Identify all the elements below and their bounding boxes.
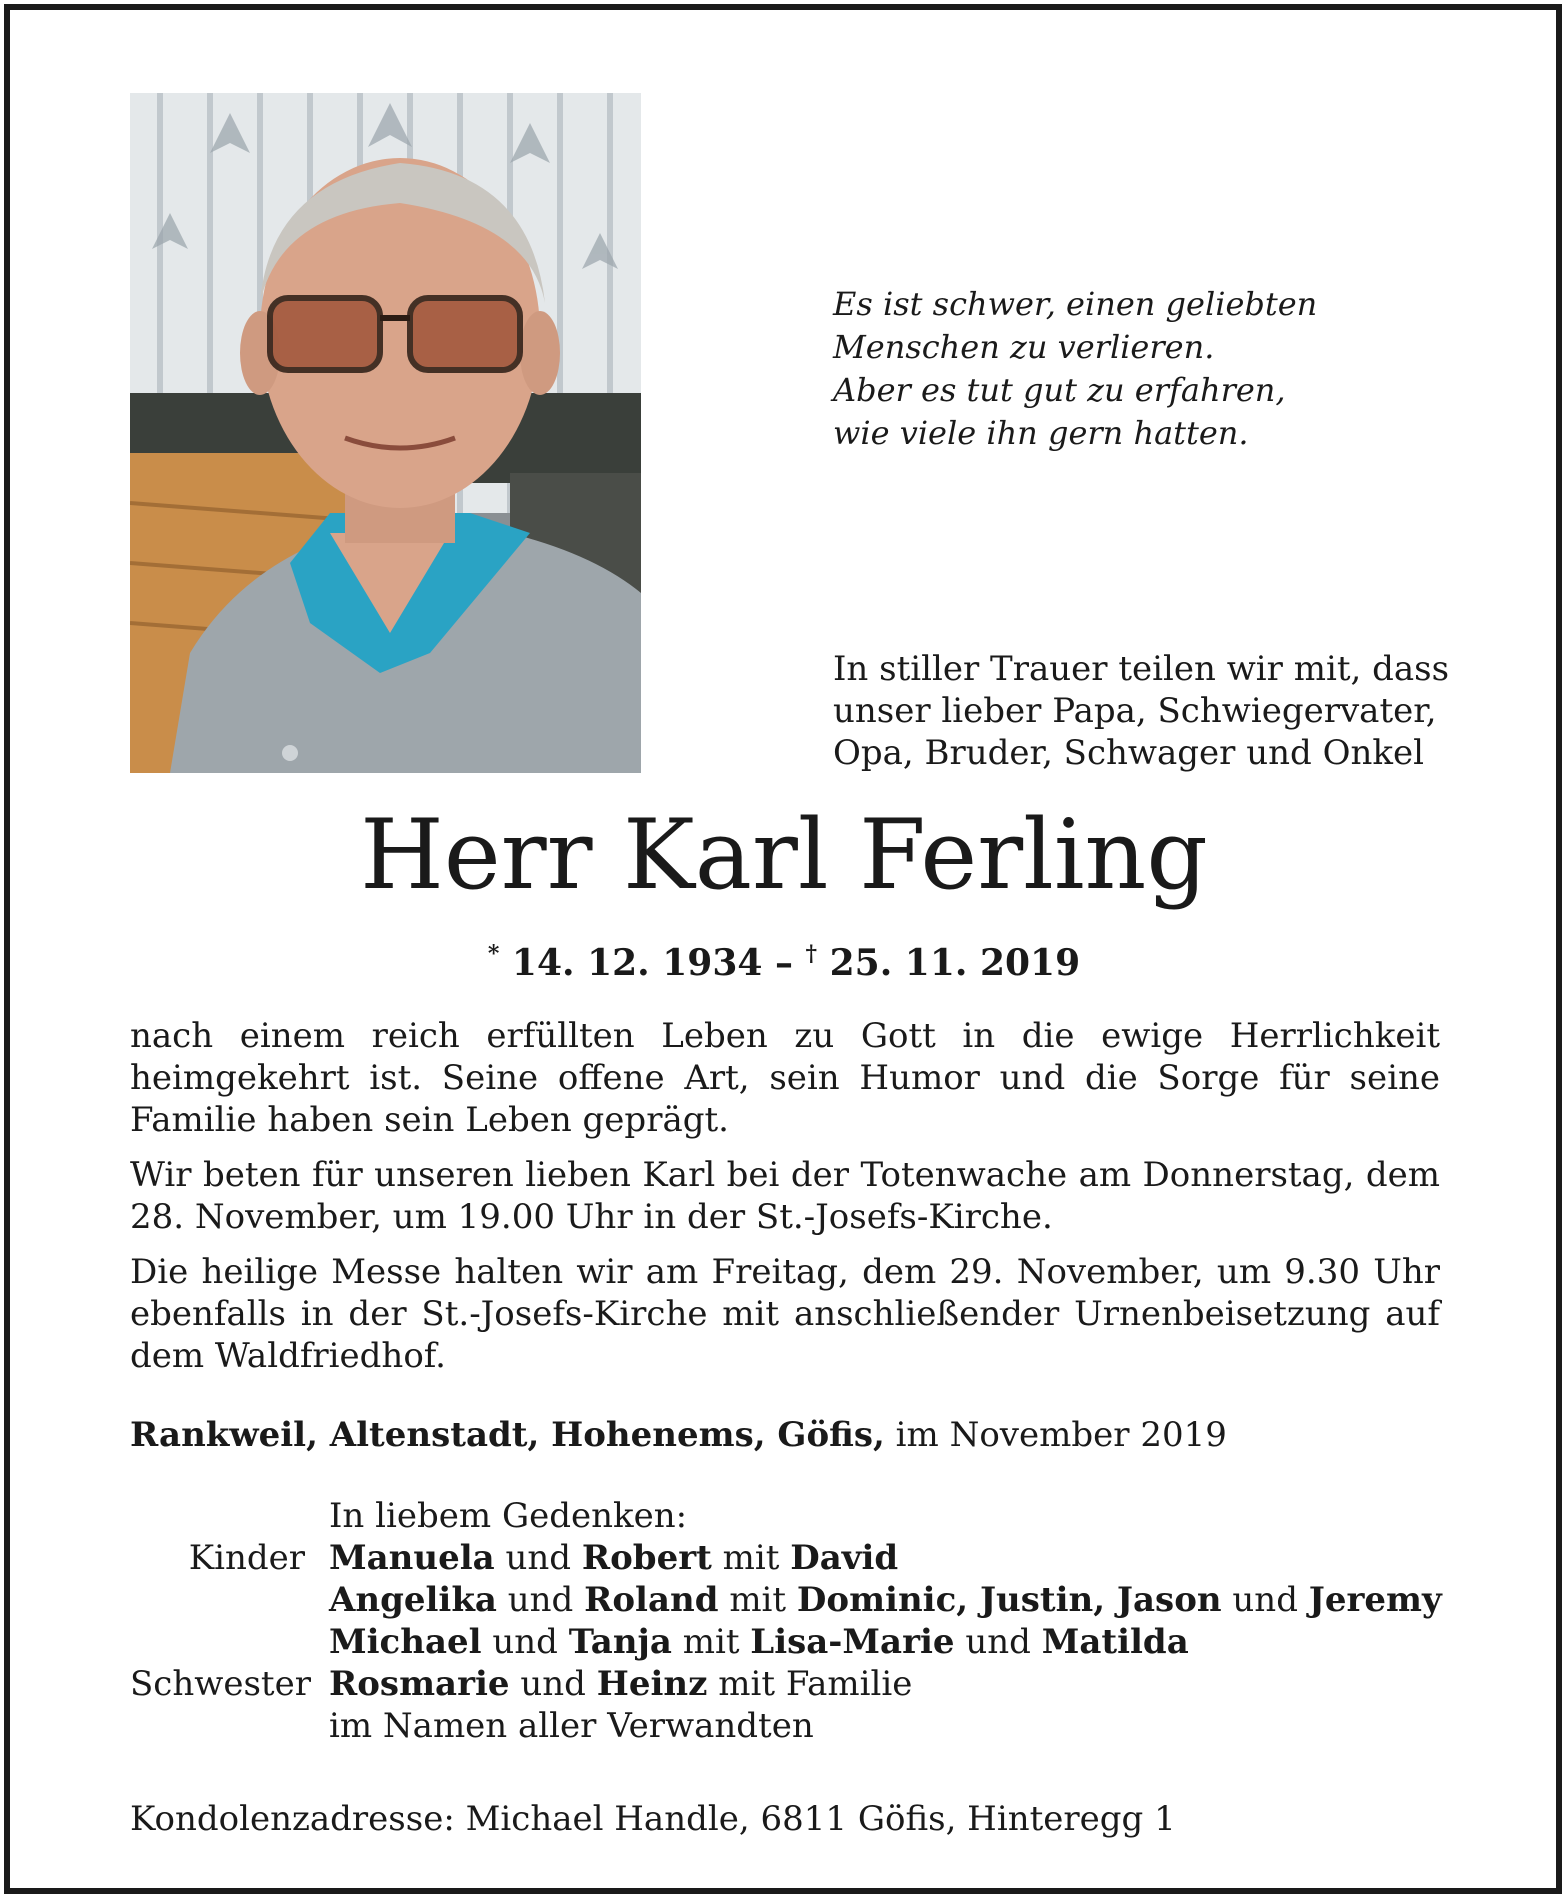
family-connector: mit	[682, 1622, 740, 1662]
family-member: Jeremy	[1308, 1580, 1442, 1620]
family-connector: und	[965, 1622, 1031, 1662]
family-member: Heinz	[596, 1664, 708, 1704]
body-paragraph: Die heilige Messe halten wir am Freitag, dem 29. November, um 9.30 Uhr ebenfalls in der St.-Josefs-Kirche mit anschließender Urnenbeisetzung auf dem Waldfriedhof.	[130, 1252, 1440, 1376]
family-heading-row	[130, 1495, 1450, 1537]
family-member: Tanja	[568, 1622, 672, 1662]
family-member: David	[790, 1538, 899, 1578]
portrait-photo-icon	[130, 93, 641, 773]
family-connector: und	[1232, 1580, 1298, 1620]
family-heading: In liebem Gedenken:	[329, 1496, 688, 1536]
birth-date: 14. 12. 1934	[511, 942, 763, 984]
family-member: Roland	[584, 1580, 719, 1620]
family-list	[130, 1495, 1450, 1747]
quote-line: wie viele ihn gern hatten.	[833, 414, 1249, 452]
family-label-schwester: Schwester	[130, 1664, 311, 1704]
quote-line: Menschen zu verlieren.	[833, 328, 1215, 366]
family-member: Angelika	[329, 1580, 497, 1620]
condolence-address: Kondolenzadresse: Michael Handle, 6811 Göfis, Hinteregg 1	[130, 1799, 1176, 1839]
family-member: Robert	[581, 1538, 712, 1578]
quote	[833, 283, 1453, 455]
family-connector: mit	[729, 1580, 787, 1620]
quote-line: Es ist schwer, einen geliebten	[833, 285, 1318, 323]
intro-line: In stiller Trauer teilen wir mit, dass	[833, 649, 1450, 689]
body-paragraph: nach einem reich erfüllten Leben zu Gott in die ewige Herrlichkeit heimgekehrt ist. Seine offene Art, sein Humor und die Sorge für seine Familie haben sein Leben geprägt.	[130, 1016, 1440, 1140]
family-connector: und	[520, 1664, 586, 1704]
family-member: Michael	[329, 1622, 482, 1662]
life-dates	[0, 932, 1568, 985]
family-row	[130, 1621, 1450, 1663]
family-member: Manuela	[329, 1538, 495, 1578]
birth-mark: *	[487, 941, 500, 967]
intro-line: Opa, Bruder, Schwager und Onkel	[833, 733, 1424, 773]
family-row	[130, 1579, 1450, 1621]
death-date: 25. 11. 2019	[829, 942, 1081, 984]
family-connector: mit Familie	[718, 1664, 913, 1704]
family-connector: und	[492, 1622, 558, 1662]
intro-text	[833, 648, 1453, 774]
portrait-photo	[130, 93, 641, 773]
place-date-line	[130, 1414, 1440, 1456]
date-separator: –	[775, 942, 793, 984]
family-row	[130, 1537, 1450, 1579]
family-closing: im Namen aller Verwandten	[329, 1706, 814, 1746]
family-member: Lisa-Marie	[750, 1622, 955, 1662]
family-row	[130, 1663, 1450, 1705]
family-member: Dominic, Justin, Jason	[796, 1580, 1222, 1620]
family-label-kinder: Kinder	[188, 1538, 305, 1578]
intro-line: unser lieber Papa, Schwiegervater,	[833, 691, 1437, 731]
family-connector: und	[505, 1538, 572, 1578]
quote-line: Aber es tut gut zu erfahren,	[833, 371, 1286, 409]
body-paragraph: Wir beten für unseren lieben Karl bei der Totenwache am Donnerstag, dem 28. November, um 19.00 Uhr in der St.-Josefs-Kirche.	[130, 1155, 1440, 1237]
announcement-body	[130, 1015, 1440, 1390]
family-closing-row	[130, 1705, 1450, 1747]
place-date: im November 2019	[895, 1415, 1227, 1455]
family-member: Matilda	[1041, 1622, 1189, 1662]
family-connector: mit	[722, 1538, 780, 1578]
deceased-name: Herr Karl Ferling	[360, 799, 1208, 911]
family-member: Rosmarie	[329, 1664, 510, 1704]
place-towns: Rankweil, Altenstadt, Hohenems, Göfis,	[130, 1415, 885, 1455]
family-connector: und	[507, 1580, 574, 1620]
death-mark: †	[805, 941, 818, 967]
